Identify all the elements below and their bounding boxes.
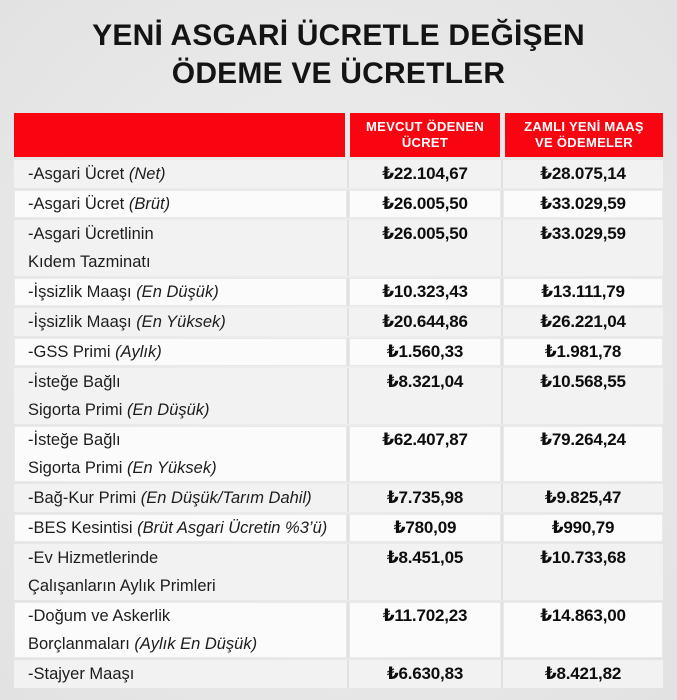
- table-row-dogum-askerlik: [14, 602, 663, 658]
- table-row-stajyer-maasi: [14, 660, 663, 688]
- new-value: ₺10.568,55: [503, 368, 663, 424]
- new-value: ₺26.221,04: [503, 308, 663, 336]
- header-new-wage: [505, 113, 663, 157]
- table-row-asgari-ucret-net: [14, 160, 663, 188]
- row-label: -İşsizlik Maaşı (En Düşük): [14, 278, 349, 306]
- table-row-bag-kur-primi: [14, 484, 663, 512]
- current-value: ₺62.407,87: [349, 426, 503, 482]
- header-new-line-1: ZAMLI YENİ MAAŞ: [524, 119, 644, 134]
- current-value: ₺1.560,33: [349, 338, 503, 366]
- row-label: -Ev Hizmetlerinde Çalışanların Aylık Primleri: [14, 544, 349, 600]
- current-value: ₺6.630,83: [349, 660, 503, 688]
- page-title-line-1: YENİ ASGARİ ÜCRETLE DEĞİŞEN: [92, 19, 585, 52]
- table-row-istege-bagli-dusuk: [14, 368, 663, 424]
- table-row-issizlik-maasi-dusuk: [14, 278, 663, 306]
- new-value: ₺8.421,82: [503, 660, 663, 688]
- wage-table: [14, 113, 663, 688]
- header-current-line-1: MEVCUT ÖDENEN: [365, 119, 485, 134]
- new-value: ₺990,79: [503, 514, 663, 542]
- row-label: -İşsizlik Maaşı (En Yüksek): [14, 308, 349, 336]
- current-value: ₺20.644,86: [349, 308, 503, 336]
- row-label: -Asgari Ücret (Net): [14, 160, 349, 188]
- current-value: ₺11.702,23: [349, 602, 503, 658]
- table-row-gss-primi: [14, 338, 663, 366]
- table-row-asgari-ucret-brut: [14, 190, 663, 218]
- table-row-bes-kesintisi: [14, 514, 663, 542]
- header-current-line-2: ÜCRET: [401, 135, 449, 150]
- row-label: -Stajyer Maaşı: [14, 660, 349, 688]
- new-value: ₺33.029,59: [503, 220, 663, 276]
- new-value: ₺33.029,59: [503, 190, 663, 218]
- current-value: ₺780,09: [349, 514, 503, 542]
- new-value: ₺10.733,68: [503, 544, 663, 600]
- page-title: [0, 0, 677, 93]
- current-value: ₺8.321,04: [349, 368, 503, 424]
- current-value: ₺10.323,43: [349, 278, 503, 306]
- header-new-line-2: VE ÖDEMELER: [535, 135, 633, 150]
- new-value: ₺14.863,00: [503, 602, 663, 658]
- new-value: ₺1.981,78: [503, 338, 663, 366]
- page-title-line-2: ÖDEME VE ÜCRETLER: [171, 57, 506, 90]
- row-label: -Bağ-Kur Primi (En Düşük/Tarım Dahil): [14, 484, 349, 512]
- header-current-wage: [350, 113, 500, 157]
- row-label: -İsteğe Bağlı Sigorta Primi (En Yüksek): [14, 426, 349, 482]
- table-row-istege-bagli-yuksek: [14, 426, 663, 482]
- current-value: ₺22.104,67: [349, 160, 503, 188]
- row-label: -BES Kesintisi (Brüt Asgari Ücretin %3’ü): [14, 514, 349, 542]
- current-value: ₺7.735,98: [349, 484, 503, 512]
- new-value: ₺9.825,47: [503, 484, 663, 512]
- current-value: ₺26.005,50: [349, 220, 503, 276]
- row-label: -Doğum ve Askerlik Borçlanmaları (Aylık En Düşük): [14, 602, 349, 658]
- new-value: ₺28.075,14: [503, 160, 663, 188]
- new-value: ₺13.111,79: [503, 278, 663, 306]
- table-row-issizlik-maasi-yuksek: [14, 308, 663, 336]
- row-label: -GSS Primi (Aylık): [14, 338, 349, 366]
- header-empty-cell: [14, 113, 345, 157]
- row-label: -İsteğe Bağlı Sigorta Primi (En Düşük): [14, 368, 349, 424]
- table-header: [14, 113, 663, 157]
- new-value: ₺79.264,24: [503, 426, 663, 482]
- row-label: -Asgari Ücret (Brüt): [14, 190, 349, 218]
- row-label: -Asgari Ücretlinin Kıdem Tazminatı: [14, 220, 349, 276]
- current-value: ₺8.451,05: [349, 544, 503, 600]
- table-row-kidem-tazminati: [14, 220, 663, 276]
- table-row-ev-hizmetleri: [14, 544, 663, 600]
- current-value: ₺26.005,50: [349, 190, 503, 218]
- table-body: [14, 160, 663, 688]
